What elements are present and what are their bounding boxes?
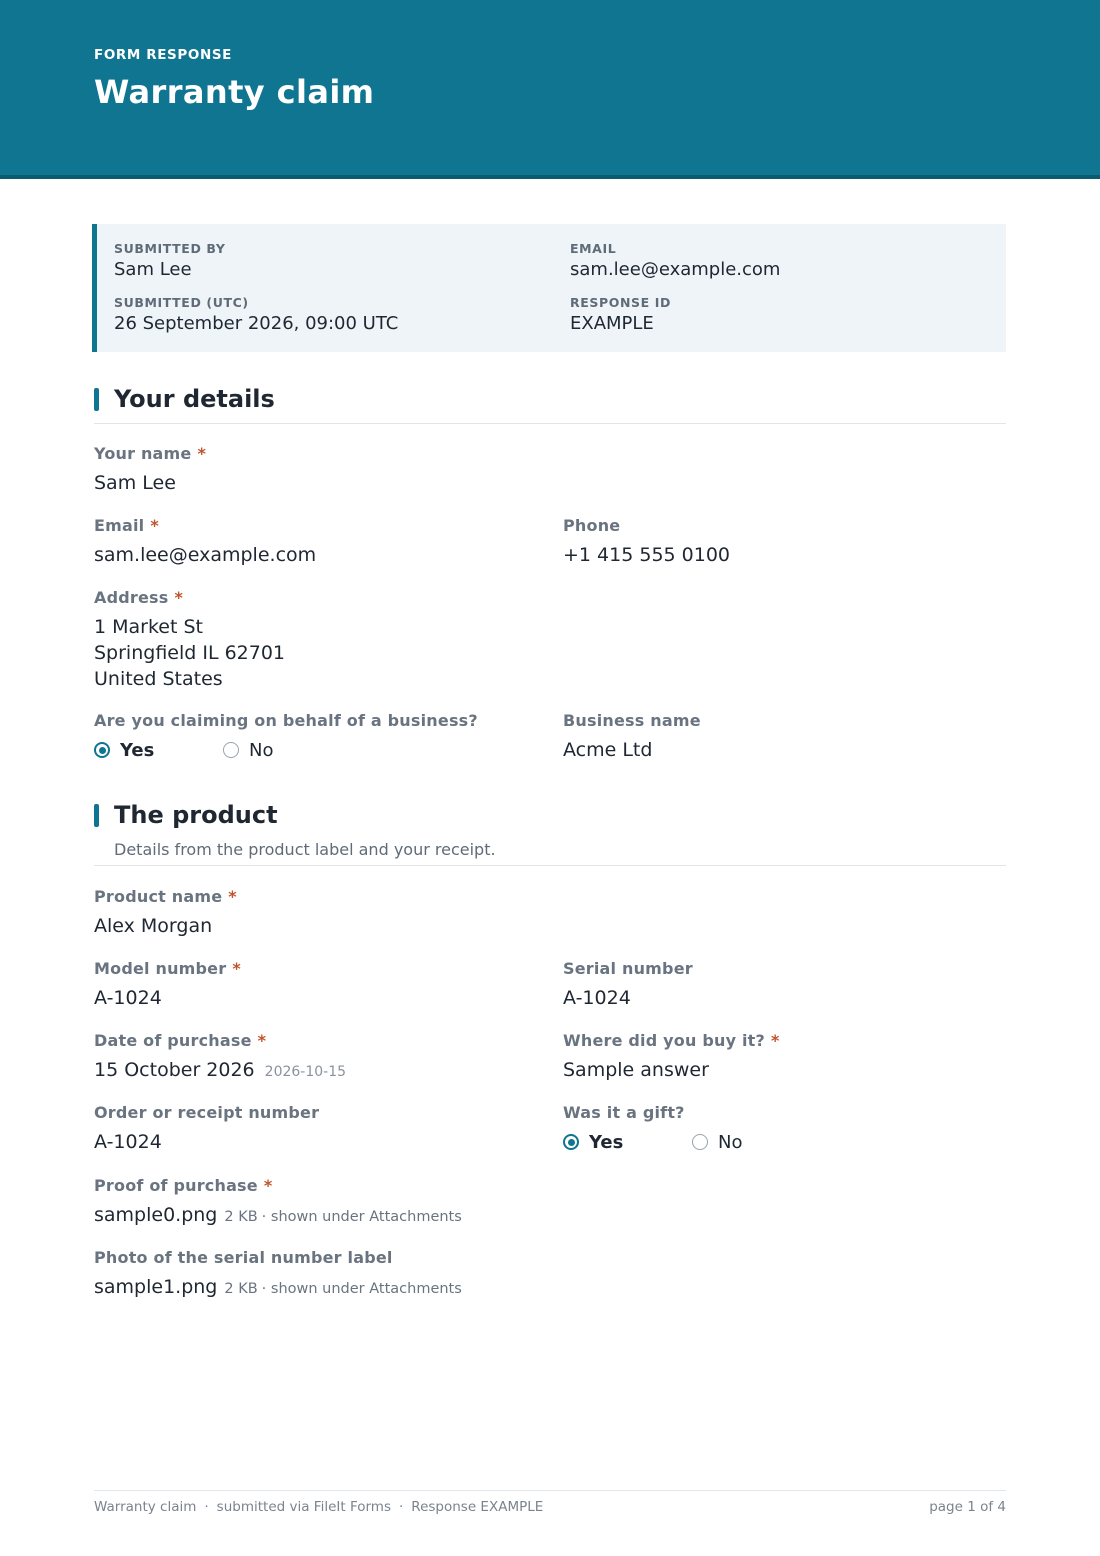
field-label: Email * xyxy=(94,516,159,535)
field-label: Business name xyxy=(563,711,701,730)
field-business-claim xyxy=(94,711,534,763)
field-label: Photo of the serial number label xyxy=(94,1248,393,1267)
field-value: Alex Morgan xyxy=(94,915,213,937)
meta-label: RESPONSE ID xyxy=(570,295,671,310)
field-email xyxy=(94,516,316,568)
required-marker: * xyxy=(150,516,159,535)
field-serial-photo xyxy=(94,1248,462,1302)
field-date-of-purchase xyxy=(94,1031,346,1085)
radio-group xyxy=(563,1129,963,1155)
attachment-note: · shown under Attachments xyxy=(261,1281,462,1297)
footer-form-name: Warranty claim xyxy=(94,1499,197,1515)
meta-value: Sam Lee xyxy=(114,259,192,280)
form-kicker: FORM RESPONSE xyxy=(94,47,232,63)
footer-separator: · xyxy=(204,1499,209,1515)
header-banner xyxy=(0,0,1100,179)
radio-selected-icon xyxy=(563,1134,579,1150)
page-footer xyxy=(94,1490,1006,1530)
field-value: Acme Ltd xyxy=(563,739,653,761)
field-phone xyxy=(563,516,730,568)
radio-label: No xyxy=(249,739,274,761)
field-was-gift xyxy=(563,1103,963,1155)
required-marker: * xyxy=(232,959,241,978)
required-marker: * xyxy=(771,1031,780,1050)
section-description: Details from the product label and your receipt. xyxy=(114,840,496,859)
field-order-number xyxy=(94,1103,319,1155)
attachment-size: 2 KB xyxy=(224,1281,258,1297)
section-title: The product xyxy=(114,801,278,829)
section-accent-bar xyxy=(94,804,99,827)
field-label: Date of purchase * xyxy=(94,1031,267,1050)
field-value xyxy=(94,1274,462,1302)
section-accent-bar xyxy=(94,388,99,411)
required-marker: * xyxy=(228,887,237,906)
field-value xyxy=(94,1202,462,1230)
section-the-product xyxy=(94,800,1006,866)
radio-empty-icon xyxy=(692,1134,708,1150)
field-where-bought xyxy=(563,1031,780,1083)
meta-label: EMAIL xyxy=(570,241,617,256)
radio-selected-icon xyxy=(94,742,110,758)
attachment-filename: sample1.png xyxy=(94,1276,218,1298)
required-marker: * xyxy=(263,1176,273,1195)
footer-via: submitted via FileIt Forms xyxy=(216,1499,391,1515)
field-product-name xyxy=(94,887,237,939)
field-value: A-1024 xyxy=(563,987,631,1009)
radio-label: Yes xyxy=(120,739,155,761)
field-label: Your name * xyxy=(94,444,207,463)
page-number: page 1 of 4 xyxy=(929,1499,1006,1515)
field-value xyxy=(94,614,285,692)
field-model-number xyxy=(94,959,241,1011)
field-label: Phone xyxy=(563,516,621,535)
meta-value: sam.lee@example.com xyxy=(570,259,781,280)
field-value: +1 415 555 0100 xyxy=(563,544,731,566)
page-title: Warranty claim xyxy=(94,73,375,111)
field-label: Proof of purchase * xyxy=(94,1176,273,1195)
submission-meta-box xyxy=(92,224,1006,352)
footer-separator: · xyxy=(399,1499,404,1515)
section-title: Your details xyxy=(114,385,275,413)
field-proof-of-purchase xyxy=(94,1176,462,1230)
footer-info xyxy=(94,1499,543,1515)
address-line: 1 Market St xyxy=(94,616,203,638)
radio-option-yes xyxy=(94,737,154,763)
meta-label: SUBMITTED BY xyxy=(114,241,226,256)
field-value: A-1024 xyxy=(94,987,162,1009)
field-value: sam.lee@example.com xyxy=(94,544,317,566)
field-label: Serial number xyxy=(563,959,693,978)
attachment-size: 2 KB xyxy=(224,1209,258,1225)
date-display: 15 October 2026 xyxy=(94,1059,255,1081)
field-label: Product name * xyxy=(94,887,237,906)
field-value: A-1024 xyxy=(94,1131,162,1153)
radio-option-no xyxy=(692,1129,742,1155)
required-marker: * xyxy=(197,444,207,463)
field-serial-number xyxy=(563,959,693,1011)
field-label: Where did you buy it? * xyxy=(563,1031,780,1050)
field-value: Sam Lee xyxy=(94,472,176,494)
field-your-name xyxy=(94,444,206,496)
attachment-note: · shown under Attachments xyxy=(261,1209,462,1225)
meta-response-id xyxy=(570,295,671,335)
address-line: Springfield IL 62701 xyxy=(94,642,286,664)
required-marker: * xyxy=(174,588,184,607)
meta-email xyxy=(570,241,780,281)
meta-submitted-by xyxy=(114,241,225,281)
field-label: Model number * xyxy=(94,959,241,978)
required-marker: * xyxy=(257,1031,267,1050)
date-iso: 2026-10-15 xyxy=(264,1064,347,1080)
field-label: Address * xyxy=(94,588,184,607)
attachment-filename: sample0.png xyxy=(94,1204,218,1226)
section-your-details xyxy=(94,384,1006,424)
radio-group xyxy=(94,737,534,763)
field-label: Order or receipt number xyxy=(94,1103,320,1122)
address-line: United States xyxy=(94,668,223,690)
field-label: Was it a gift? xyxy=(563,1103,685,1122)
meta-value: EXAMPLE xyxy=(570,313,654,334)
field-label: Are you claiming on behalf of a business? xyxy=(94,711,478,730)
field-value xyxy=(94,1057,346,1085)
meta-label: SUBMITTED (UTC) xyxy=(114,295,249,310)
field-value: Sample answer xyxy=(563,1059,709,1081)
field-address xyxy=(94,588,285,692)
radio-label: Yes xyxy=(589,1131,624,1153)
footer-response: Response EXAMPLE xyxy=(411,1499,544,1515)
meta-value: 26 September 2026, 09:00 UTC xyxy=(114,313,399,334)
radio-label: No xyxy=(718,1131,743,1153)
radio-empty-icon xyxy=(223,742,239,758)
radio-option-yes xyxy=(563,1129,623,1155)
field-business-name xyxy=(563,711,701,763)
meta-submitted-utc xyxy=(114,295,398,335)
radio-option-no xyxy=(223,737,273,763)
